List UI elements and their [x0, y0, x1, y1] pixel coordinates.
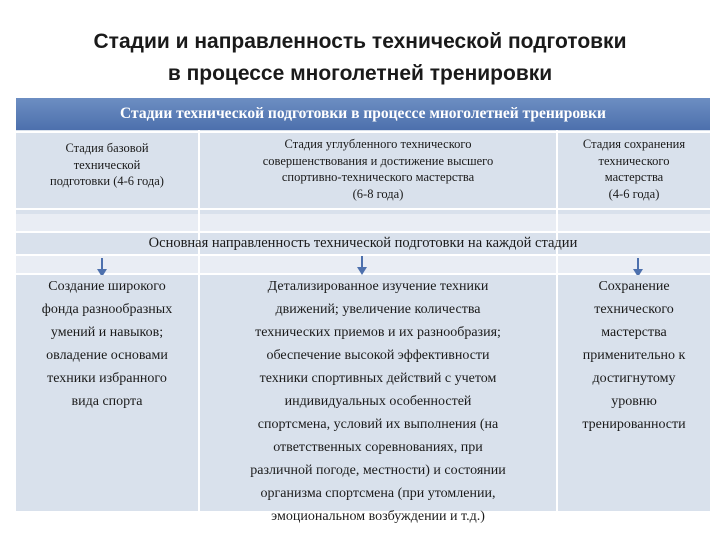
focus-cell-maintenance [558, 275, 710, 511]
focus-text: организма спортсмена (при утомлении, [260, 486, 496, 501]
stage-text: Стадия базовой [65, 141, 149, 155]
focus-text: достигнутому [592, 371, 676, 386]
stage-text: технической [73, 157, 141, 172]
stage-text: (4-6 года) [608, 186, 660, 201]
focus-text: вида спорта [71, 394, 143, 409]
focus-header: Основная направленность технической подготовки на каждой стадии [148, 235, 578, 251]
stage-text: Стадия сохранения [582, 137, 686, 151]
table-divider [16, 208, 710, 210]
focus-text: Сохранение [598, 279, 670, 294]
table-header: Стадии технической подготовки в процессе многолетней тренировки [16, 98, 710, 130]
focus-text: Создание широкого [48, 279, 166, 294]
focus-text: мастерства [601, 325, 667, 340]
stage-cell-basic [16, 134, 198, 214]
focus-text: технического [594, 302, 674, 317]
table-divider [16, 254, 710, 256]
focus-text: техники спортивных действий с учетом [259, 371, 497, 386]
table-divider [16, 131, 710, 133]
stage-text: совершенствования и достижение высшего [262, 153, 494, 168]
focus-text: эмоциональном возбуждении и т.д.) [271, 509, 485, 524]
slide-title-line-1: Стадии и направленность технической подготовки [93, 30, 627, 53]
focus-text: техники избранного [47, 371, 167, 386]
focus-text: фонда разнообразных [41, 302, 173, 317]
down-arrow-icon [101, 258, 103, 270]
focus-text: ответственных соревнованиях, при [273, 440, 483, 455]
stage-text: технического [598, 153, 670, 168]
stage-text: мастерства [604, 170, 664, 184]
focus-text: применительно к [582, 348, 686, 363]
stage-text: подготовки (4-6 года) [50, 174, 164, 188]
focus-text: обеспечение высокой эффективности [266, 348, 490, 363]
focus-text: различной погоде, местности) и состоянии [250, 463, 506, 478]
focus-text: спортсмена, условий их выполнения (на [257, 417, 499, 432]
focus-text: индивидуальных особенностей [284, 394, 472, 409]
stage-text: (6-8 года) [352, 186, 404, 201]
focus-cell-basic [16, 275, 198, 511]
stage-text: Стадия углубленного технического [284, 137, 472, 151]
focus-text: технических приемов и их разнообразия; [255, 325, 501, 340]
stage-text: спортивно-технического мастерства [281, 170, 475, 184]
stage-cell-maintenance [558, 130, 710, 214]
slide-title [0, 26, 720, 90]
focus-text: тренированности [582, 417, 686, 432]
down-arrow-icon [361, 256, 363, 268]
stage-cell-advanced [200, 130, 556, 214]
focus-text: умений и навыков; [50, 325, 164, 340]
down-arrow-icon [637, 258, 639, 270]
focus-text: овладение основами [46, 348, 168, 363]
slide-title-line-2: в процессе многолетней тренировки [167, 62, 553, 85]
focus-cell-advanced [200, 275, 556, 524]
focus-text: уровню [611, 394, 657, 409]
focus-text: движений; увеличение количества [275, 302, 481, 317]
focus-text: Детализированное изучение техники [267, 279, 489, 294]
